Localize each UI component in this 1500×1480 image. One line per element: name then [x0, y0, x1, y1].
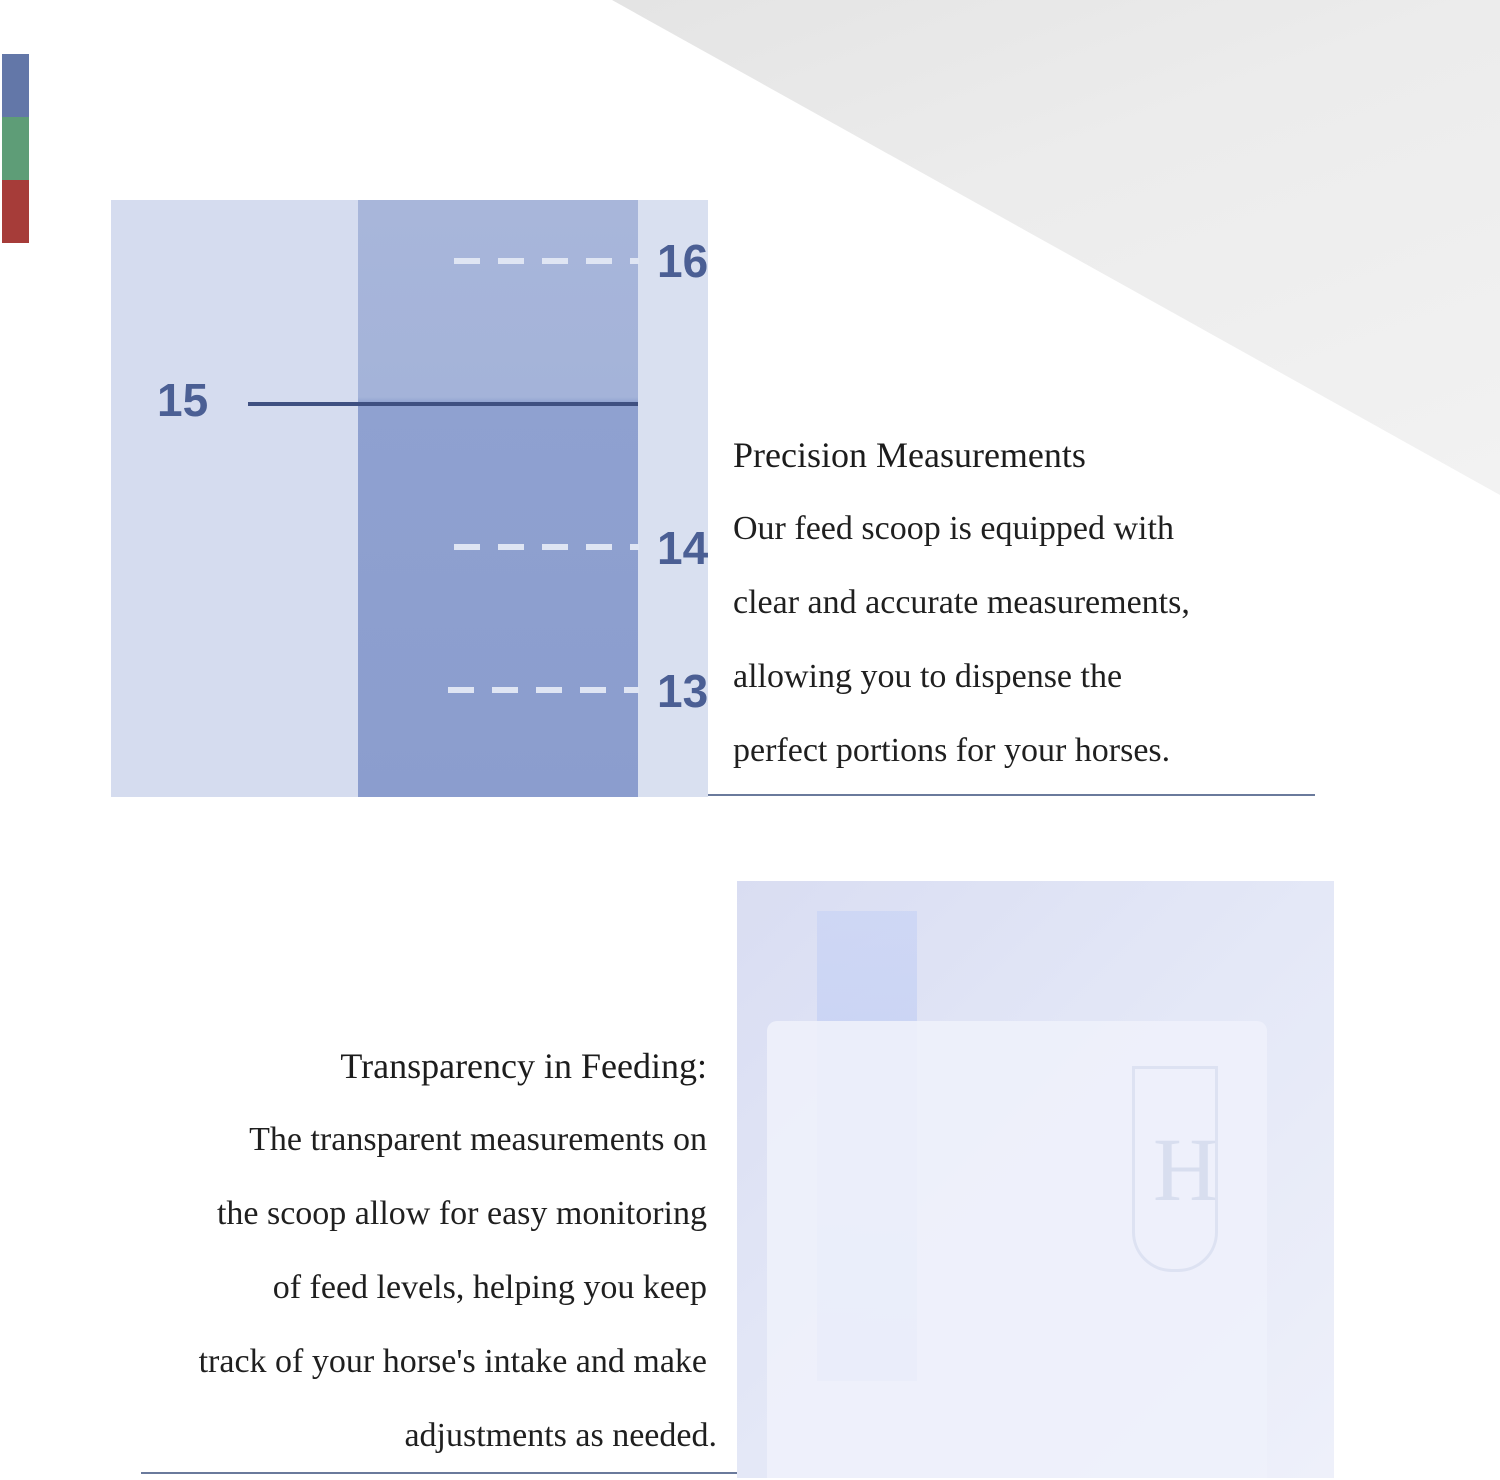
- section2-line: the scoop allow for easy monitoring: [216, 1195, 707, 1232]
- scale-number-15: 15: [157, 374, 209, 426]
- section2-divider: [141, 1472, 737, 1474]
- crest-letter: H: [1153, 1121, 1218, 1220]
- color-swatch-green: [2, 117, 29, 180]
- section2-heading: Transparency in Feeding:: [340, 1046, 707, 1086]
- scale-number-16: 16: [657, 235, 708, 287]
- scoop-photo: [737, 881, 1334, 1478]
- solid-line-15: [248, 402, 638, 406]
- dashed-line-14: [454, 544, 639, 550]
- section1-divider: [708, 794, 1315, 796]
- section2-line: adjustments as needed.: [404, 1417, 717, 1454]
- section2-line: track of your horse's intake and make: [198, 1343, 707, 1380]
- section1-line: Our feed scoop is equipped with: [733, 510, 1174, 547]
- color-swatch-blue: [2, 54, 29, 117]
- scoop-photo-top: [612, 0, 1500, 495]
- scale-number-14: 14: [657, 522, 708, 574]
- section2-line: of feed levels, helping you keep: [272, 1269, 707, 1306]
- section1-line: clear and accurate measurements,: [733, 584, 1190, 621]
- color-swatch-red: [2, 180, 29, 243]
- section2-line: The transparent measurements on: [249, 1121, 707, 1158]
- section1-line: perfect portions for your horses.: [733, 732, 1171, 769]
- section1-line: allowing you to dispense the: [733, 658, 1123, 695]
- section1-heading: Precision Measurements: [733, 435, 1086, 475]
- dashed-line-13: [448, 687, 639, 693]
- brand-crest-icon: [1132, 1066, 1218, 1272]
- dashed-line-16: [454, 258, 639, 264]
- scale-number-13: 13: [657, 665, 708, 717]
- measurement-closeup-photo: [111, 200, 708, 797]
- measurement-strip: [358, 200, 638, 797]
